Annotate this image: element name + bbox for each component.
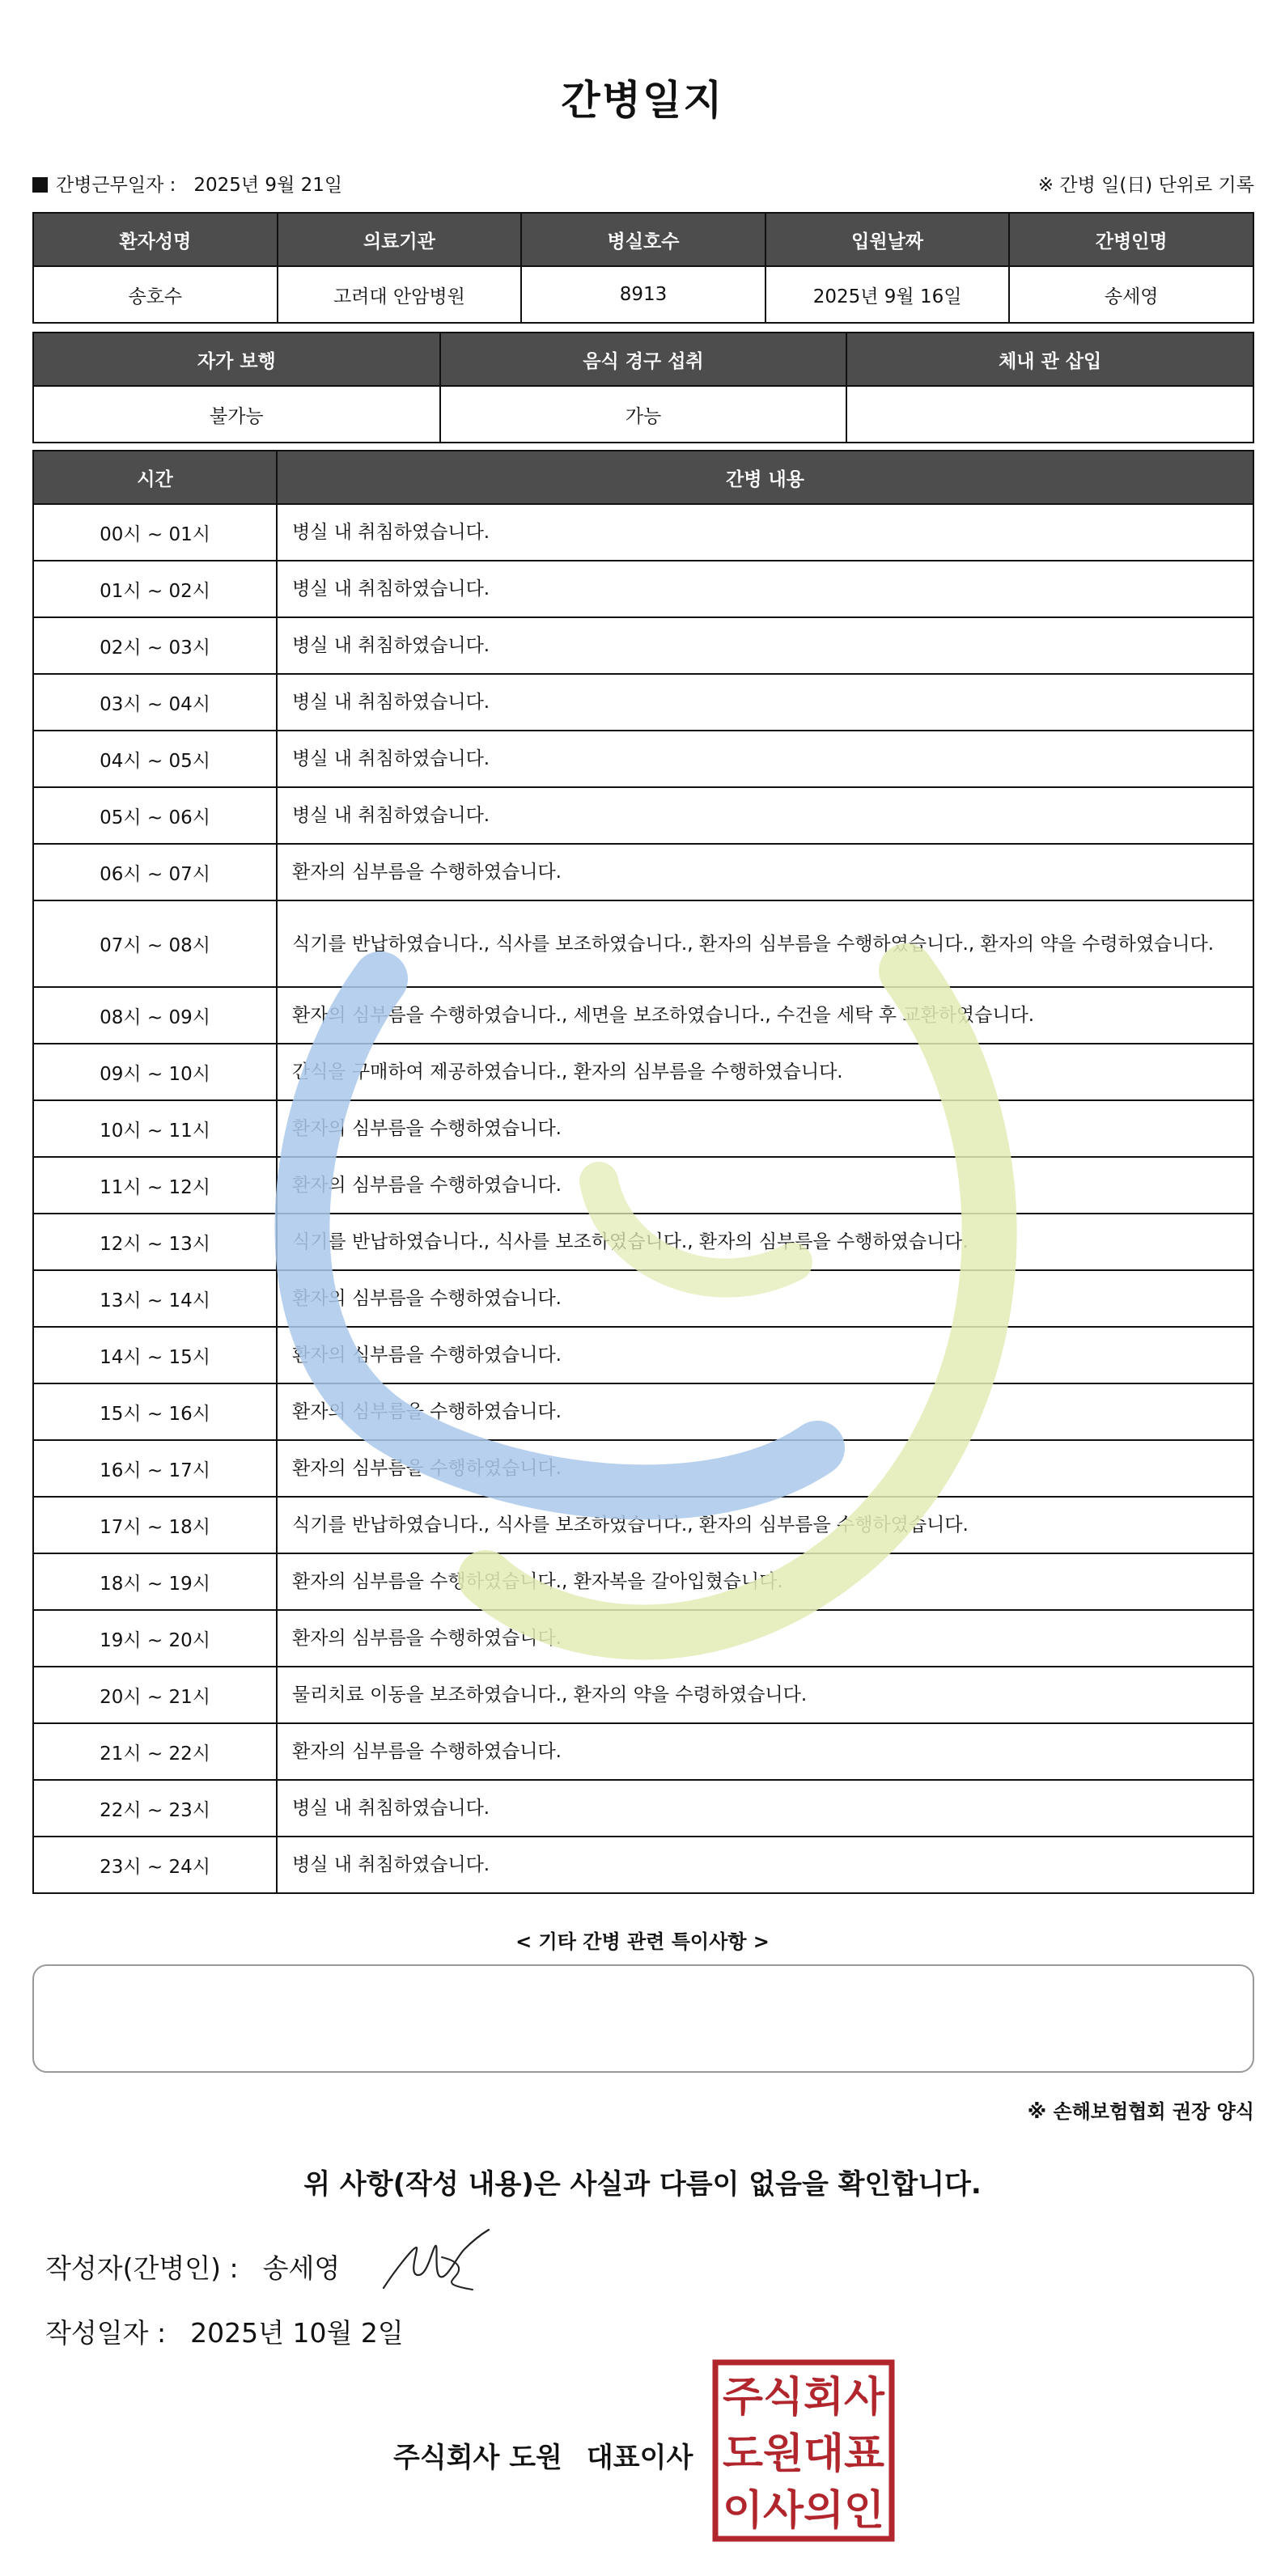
care-content: 간식을 구매하여 제공하였습니다., 환자의 심부름을 수행하였습니다. <box>277 1044 1253 1100</box>
table-row <box>33 1270 1253 1327</box>
header-hospital: 의료기관 <box>278 213 522 266</box>
square-bullet-icon <box>32 177 48 193</box>
care-log-table <box>32 450 1254 1894</box>
time-slot: 21시 ~ 22시 <box>33 1723 277 1780</box>
care-content: 병실 내 취침하였습니다. <box>277 787 1253 844</box>
care-content: 병실 내 취침하였습니다. <box>277 504 1253 561</box>
care-content: 환자의 심부름을 수행하였습니다. <box>277 1100 1253 1157</box>
confirmation-statement: 위 사항(작성 내용)은 사실과 다름이 없음을 확인합니다. <box>303 2168 982 2201</box>
header-room: 병실호수 <box>521 213 765 266</box>
care-content: 환자의 심부름을 수행하였습니다. <box>277 1723 1253 1780</box>
header-oral-intake: 음식 경구 섭취 <box>440 333 847 386</box>
time-slot: 23시 ~ 24시 <box>33 1837 277 1893</box>
table-row <box>33 1327 1253 1383</box>
patient-info-header-row <box>33 213 1253 266</box>
ceo-title: 대표이사 <box>586 2442 693 2474</box>
handwritten-signature <box>375 2225 497 2298</box>
care-content: 병실 내 취침하였습니다. <box>277 674 1253 731</box>
header-self-walking: 자가 보행 <box>33 333 440 386</box>
time-slot: 12시 ~ 13시 <box>33 1214 277 1270</box>
time-slot: 02시 ~ 03시 <box>33 617 277 674</box>
care-log-body <box>33 504 1253 1893</box>
table-row <box>33 1440 1253 1497</box>
writer-line <box>45 2248 340 2286</box>
table-row <box>33 787 1253 844</box>
time-slot: 22시 ~ 23시 <box>33 1780 277 1837</box>
document-title: 간병일지 <box>561 77 724 124</box>
table-row <box>33 1157 1253 1214</box>
writer-name: 송세영 <box>262 2252 341 2284</box>
company-line <box>393 2435 693 2475</box>
work-date <box>32 170 342 197</box>
time-slot: 14시 ~ 15시 <box>33 1327 277 1383</box>
time-slot: 05시 ~ 06시 <box>33 787 277 844</box>
table-row <box>33 900 1253 987</box>
time-slot: 18시 ~ 19시 <box>33 1553 277 1610</box>
header-admission-date: 입원날짜 <box>765 213 1010 266</box>
special-notes-box <box>32 1964 1254 2073</box>
time-slot: 09시 ~ 10시 <box>33 1044 277 1100</box>
header-time: 시간 <box>33 451 277 504</box>
table-row <box>33 1723 1253 1780</box>
time-slot: 03시 ~ 04시 <box>33 674 277 731</box>
notes-label: < 기타 간병 관련 특이사항 > <box>515 1930 770 1953</box>
admission-date: 2025년 9월 16일 <box>765 266 1010 323</box>
seal-text-line: 이사의인 <box>723 2487 884 2535</box>
room-number: 8913 <box>521 266 765 323</box>
status-value-row <box>33 386 1253 443</box>
writer-label: 작성자(간병인) : <box>45 2252 239 2284</box>
self-walking-value: 불가능 <box>33 386 440 443</box>
time-slot: 19시 ~ 20시 <box>33 1610 277 1667</box>
table-row <box>33 1214 1253 1270</box>
written-date-line <box>45 2312 404 2350</box>
hospital-name: 고려대 안암병원 <box>278 266 522 323</box>
care-content: 환자의 심부름을 수행하였습니다., 환자복을 갈아입혔습니다. <box>277 1553 1253 1610</box>
care-content: 환자의 심부름을 수행하였습니다. <box>277 1327 1253 1383</box>
written-date-label: 작성일자 : <box>45 2317 167 2349</box>
company-name: 주식회사 도원 <box>393 2442 562 2474</box>
unit-note: ※ 간병 일(日) 단위로 기록 <box>1037 175 1254 196</box>
table-row <box>33 1553 1253 1610</box>
table-row <box>33 731 1253 787</box>
patient-status-table <box>32 332 1254 443</box>
header-caregiver-name: 간병인명 <box>1009 213 1253 266</box>
time-slot: 15시 ~ 16시 <box>33 1383 277 1440</box>
care-content: 병실 내 취침하였습니다. <box>277 1780 1253 1837</box>
time-slot: 00시 ~ 01시 <box>33 504 277 561</box>
table-row <box>33 1383 1253 1440</box>
time-slot: 11시 ~ 12시 <box>33 1157 277 1214</box>
care-content: 환자의 심부름을 수행하였습니다., 세면을 보조하였습니다., 수건을 세탁 후 교환하였습니다. <box>277 987 1253 1044</box>
table-row <box>33 1100 1253 1157</box>
table-row <box>33 1044 1253 1100</box>
patient-info-table <box>32 212 1254 324</box>
time-slot: 04시 ~ 05시 <box>33 731 277 787</box>
care-content: 환자의 심부름을 수행하였습니다. <box>277 1157 1253 1214</box>
care-content: 병실 내 취침하였습니다. <box>277 617 1253 674</box>
meta-row <box>32 170 1254 199</box>
patient-info-value-row <box>33 266 1253 323</box>
status-header-row <box>33 333 1253 386</box>
time-slot: 07시 ~ 08시 <box>33 900 277 987</box>
time-slot: 01시 ~ 02시 <box>33 561 277 617</box>
care-content: 병실 내 취침하였습니다. <box>277 561 1253 617</box>
seal-text-line: 도원대표 <box>723 2430 884 2478</box>
caregiver-name: 송세영 <box>1009 266 1253 323</box>
time-slot: 17시 ~ 18시 <box>33 1497 277 1553</box>
care-content: 병실 내 취침하였습니다. <box>277 731 1253 787</box>
time-slot: 20시 ~ 21시 <box>33 1667 277 1723</box>
table-row <box>33 561 1253 617</box>
time-slot: 06시 ~ 07시 <box>33 844 277 900</box>
company-seal-stamp <box>712 2359 895 2542</box>
table-row <box>33 1837 1253 1893</box>
time-slot: 16시 ~ 17시 <box>33 1440 277 1497</box>
written-date-value: 2025년 10월 2일 <box>190 2317 404 2349</box>
tube-insertion-value <box>846 386 1253 443</box>
header-tube-insertion: 체내 관 삽입 <box>846 333 1253 386</box>
table-row <box>33 1497 1253 1553</box>
care-content: 식기를 반납하였습니다., 식사를 보조하였습니다., 환자의 심부름을 수행하였습니다. <box>277 1497 1253 1553</box>
time-slot: 08시 ~ 09시 <box>33 987 277 1044</box>
care-content: 환자의 심부름을 수행하였습니다. <box>277 1383 1253 1440</box>
oral-intake-value: 가능 <box>440 386 847 443</box>
form-note: ※ 손해보험협회 권장 양식 <box>1027 2100 1254 2123</box>
care-log-header-row <box>33 451 1253 504</box>
care-content: 식기를 반납하였습니다., 식사를 보조하였습니다., 환자의 심부름을 수행하였습니다. <box>277 1214 1253 1270</box>
work-date-label: 간병근무일자 : <box>56 175 176 196</box>
table-row <box>33 1667 1253 1723</box>
seal-text-line: 주식회사 <box>723 2374 885 2421</box>
table-row <box>33 674 1253 731</box>
care-content: 물리치료 이동을 보조하였습니다., 환자의 약을 수령하였습니다. <box>277 1667 1253 1723</box>
time-slot: 10시 ~ 11시 <box>33 1100 277 1157</box>
work-date-value: 2025년 9월 21일 <box>193 175 343 196</box>
table-row <box>33 617 1253 674</box>
care-content: 병실 내 취침하였습니다. <box>277 1837 1253 1893</box>
header-patient-name: 환자성명 <box>33 213 278 266</box>
care-content: 환자의 심부름을 수행하였습니다. <box>277 1440 1253 1497</box>
table-row <box>33 1780 1253 1837</box>
care-content: 식기를 반납하였습니다., 식사를 보조하였습니다., 환자의 심부름을 수행하였습니다., 환자의 약을 수령하였습니다. <box>277 900 1253 987</box>
table-row <box>33 504 1253 561</box>
care-content: 환자의 심부름을 수행하였습니다. <box>277 844 1253 900</box>
time-slot: 13시 ~ 14시 <box>33 1270 277 1327</box>
table-row <box>33 844 1253 900</box>
header-care-content: 간병 내용 <box>277 451 1253 504</box>
table-row <box>33 1610 1253 1667</box>
patient-name: 송호수 <box>33 266 278 323</box>
care-content: 환자의 심부름을 수행하였습니다. <box>277 1610 1253 1667</box>
care-content: 환자의 심부름을 수행하였습니다. <box>277 1270 1253 1327</box>
table-row <box>33 987 1253 1044</box>
